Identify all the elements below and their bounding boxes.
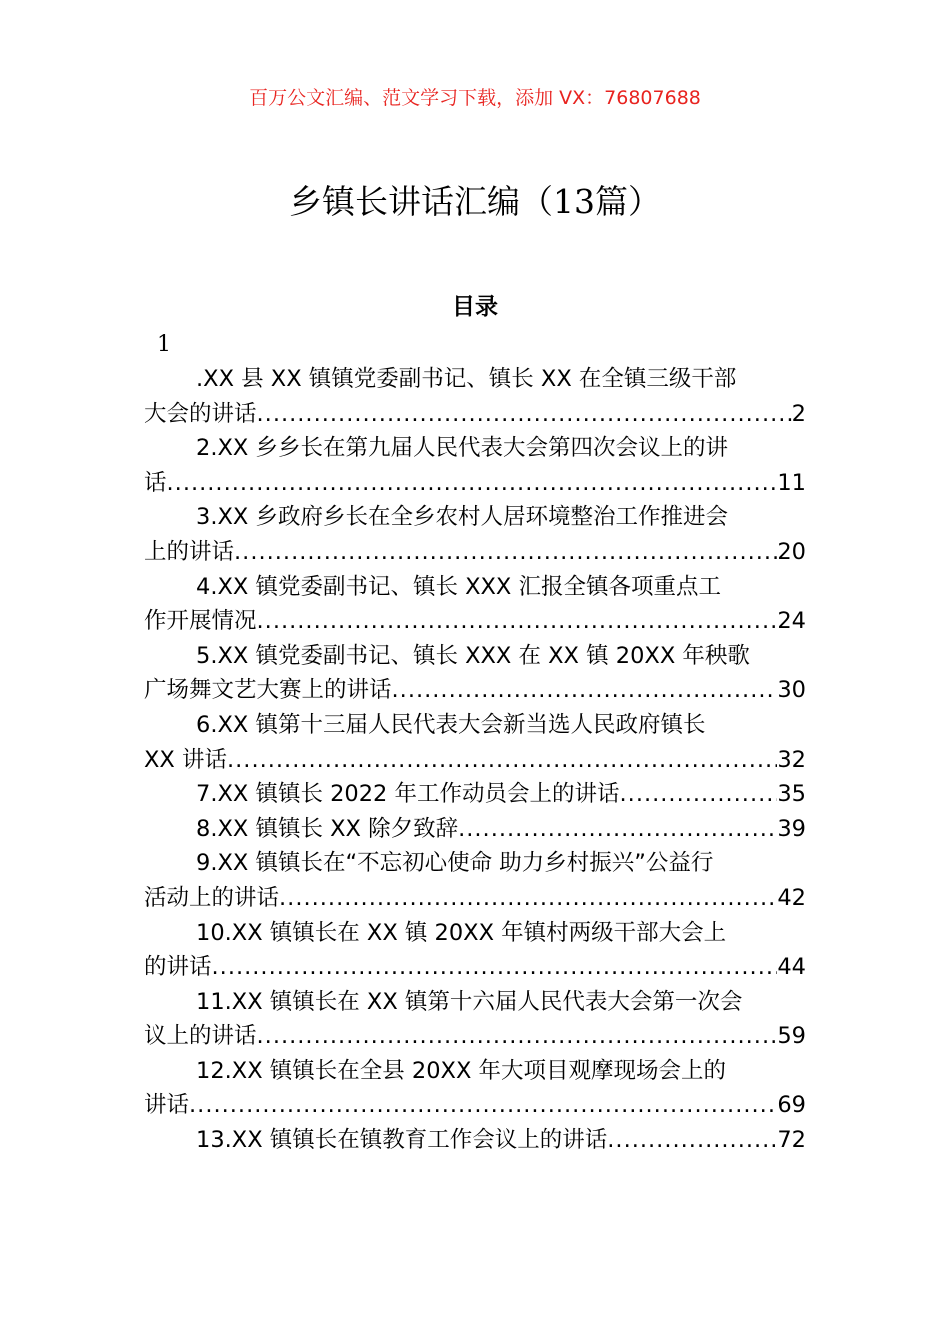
toc-entry-page: 30	[777, 677, 806, 704]
toc-entry-title: 4.XX 镇党委副书记、镇长 XXX 汇报全镇各项重点工	[196, 573, 721, 600]
leader-dots	[458, 812, 777, 847]
title-prefix: 乡镇长讲话汇编（	[289, 182, 553, 221]
table-of-contents	[144, 362, 806, 1158]
toc-entry-title: 5.XX 镇党委副书记、镇长 XXX 在 XX 镇 20XX 年秧歌	[196, 642, 750, 669]
leader-dots	[234, 535, 777, 570]
leader-dots	[620, 777, 778, 812]
leader-dots	[167, 466, 778, 501]
toc-entry-title-cont: 的讲话	[144, 954, 212, 981]
toc-entry-title-cont: 广场舞文艺大赛上的讲话	[144, 677, 392, 704]
toc-entry-page: 35	[777, 781, 806, 808]
toc-entry-title-cont: 话	[144, 469, 167, 496]
leader-dots	[189, 1088, 777, 1123]
toc-entry-title-cont: 作开展情况	[144, 608, 257, 635]
toc-entry-title: 3.XX 乡政府乡长在全乡农村人居环境整治工作推进会	[196, 504, 728, 531]
toc-entry-page: 24	[777, 608, 806, 635]
toc-entry-title: 10.XX 镇镇长在 XX 镇 20XX 年镇村两级干部大会上	[196, 919, 727, 946]
toc-entry-9[interactable]	[144, 846, 806, 915]
toc-entry-page: 32	[777, 746, 806, 773]
leader-dots	[212, 950, 778, 985]
leader-dots	[227, 743, 777, 778]
toc-entry-12[interactable]	[144, 1054, 806, 1123]
toc-entry-7[interactable]	[144, 777, 806, 812]
toc-entry-title-cont: 活动上的讲话	[144, 884, 280, 911]
toc-entry-13[interactable]	[144, 1123, 806, 1158]
toc-entry-title: 7.XX 镇镇长 2022 年工作动员会上的讲话	[196, 781, 620, 808]
toc-entry-1[interactable]	[144, 362, 806, 431]
leader-dots	[279, 881, 777, 916]
document-title	[0, 178, 950, 226]
toc-entry-page: 42	[777, 884, 806, 911]
toc-entry-title: 6.XX 镇第十三届人民代表大会新当选人民政府镇长	[196, 711, 706, 738]
toc-entry-title: 13.XX 镇镇长在镇教育工作会议上的讲话	[196, 1127, 608, 1154]
toc-entry-2[interactable]	[144, 431, 806, 500]
toc-entry-page: 39	[777, 815, 806, 842]
toc-entry-page: 69	[777, 1092, 806, 1119]
toc-entry-10[interactable]	[144, 916, 806, 985]
toc-entry-page: 44	[777, 954, 806, 981]
toc-entry-title: 12.XX 镇镇长在全县 20XX 年大项目观摩现场会上的	[196, 1057, 727, 1084]
toc-entry-8[interactable]	[144, 812, 806, 847]
toc-entry-5[interactable]	[144, 639, 806, 708]
leader-dots	[392, 673, 778, 708]
leader-dots	[257, 397, 792, 432]
leader-dots	[607, 1123, 777, 1158]
toc-entry-page: 2	[791, 400, 806, 427]
leader-dots	[257, 604, 778, 639]
title-count: 13	[553, 182, 595, 221]
toc-entry-title: .XX 县 XX 镇镇党委副书记、镇长 XX 在全镇三级干部	[196, 366, 737, 392]
toc-entry-title: 2.XX 乡乡长在第九届人民代表大会第四次会议上的讲	[196, 435, 728, 462]
toc-entry-page: 59	[777, 1023, 806, 1050]
title-suffix: 篇）	[595, 182, 661, 221]
toc-entry-page: 11	[777, 469, 806, 496]
stray-number: 1	[157, 332, 171, 357]
toc-entry-title-cont: XX 讲话	[144, 746, 227, 773]
toc-entry-title: 11.XX 镇镇长在 XX 镇第十六届人民代表大会第一次会	[196, 988, 743, 1015]
leader-dots	[257, 1019, 778, 1054]
watermark-banner: 百万公文汇编、范文学习下载，添加 VX：76807688	[249, 87, 701, 109]
toc-entry-title-cont: 讲话	[144, 1092, 190, 1119]
toc-entry-page: 72	[777, 1127, 806, 1154]
toc-entry-4[interactable]	[144, 570, 806, 639]
toc-entry-title: 9.XX 镇镇长在“不忘初心使命 助力乡村振兴”公益行	[196, 850, 714, 877]
toc-entry-3[interactable]	[144, 500, 806, 569]
toc-entry-title-cont: 大会的讲话	[144, 400, 257, 427]
toc-entry-page: 20	[777, 538, 806, 565]
toc-heading: 目录	[452, 294, 498, 320]
toc-entry-11[interactable]	[144, 985, 806, 1054]
toc-entry-6[interactable]	[144, 708, 806, 777]
toc-entry-title: 8.XX 镇镇长 XX 除夕致辞	[196, 815, 459, 842]
toc-entry-title-cont: 议上的讲话	[144, 1023, 257, 1050]
toc-entry-title-cont: 上的讲话	[144, 538, 235, 565]
